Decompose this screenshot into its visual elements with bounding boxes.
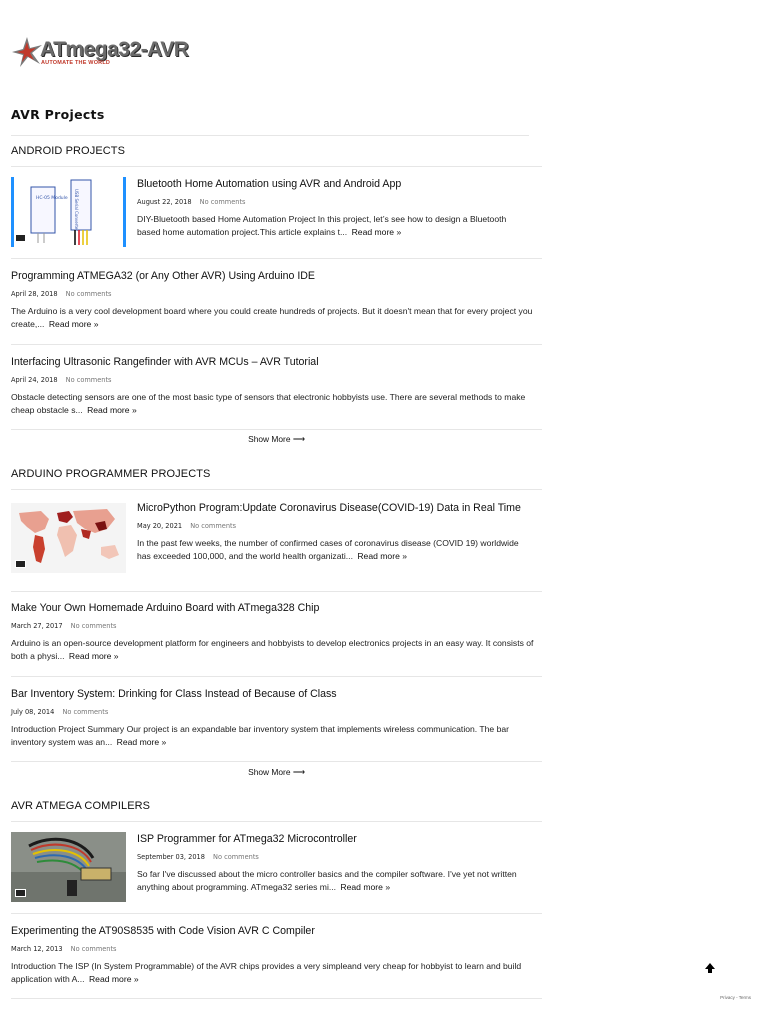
post-thumbnail[interactable] [11,177,126,247]
post-date: April 28, 2018 [11,289,58,298]
image-icon [15,889,26,897]
post-title-link[interactable]: Bluetooth Home Automation using AVR and Android App [137,178,402,190]
comments-link[interactable]: No comments [70,944,117,953]
read-more-link[interactable]: Read more » [340,881,391,892]
divider [11,135,529,136]
recaptcha-terms-link[interactable]: Privacy - Terms [720,995,751,1000]
post-meta [11,376,542,385]
post-meta [11,290,542,299]
post-excerpt [11,391,542,417]
isp-programmer-cable-image [11,832,126,902]
svg-text:HC-05 Module: HC-05 Module [36,196,68,201]
comments-link[interactable]: No comments [65,289,112,298]
read-more-link[interactable]: Read more » [351,226,402,237]
bluetooth-module-image [11,177,126,247]
comments-link[interactable]: No comments [65,375,112,384]
post-item [11,177,542,249]
post-date: May 20, 2021 [137,521,183,530]
excerpt-text: Arduino is an open-source development platform for engineers and hobbyists to develop electronics projects in an easy way. It consists of both a physi... [11,637,534,661]
comments-link[interactable]: No comments [70,621,117,630]
post-meta [11,708,542,717]
post-item [11,501,542,581]
post-date: August 22, 2018 [137,197,192,206]
svg-text:USB Serial Converter: USB Serial Converter [74,189,79,231]
logo-tagline: AUTOMATE THE WORLD [41,60,111,66]
show-more-button[interactable]: Show More ⟶ [248,767,305,777]
excerpt-text: Obstacle detecting sensors are one of the most basic type of sensors that electronic hobbyists use. There are several methods to make cheap obstacle s... [11,391,526,415]
section-title-android-projects: ANDROID PROJECTS [11,145,126,157]
excerpt-text: Introduction The ISP (In System Programmable) of the AVR chips provides a very simpleand very cheap for hobbyist to learn and build application with A... [11,960,522,984]
read-more-link[interactable]: Read more » [87,404,137,415]
post-meta [137,198,529,207]
post-excerpt [11,723,542,749]
site-logo[interactable] [11,36,201,72]
post-meta [137,853,529,862]
back-to-top-button[interactable] [703,961,717,975]
post-item [11,924,542,986]
post-title-link[interactable]: Programming ATMEGA32 (or Any Other AVR) Using Arduino IDE [11,270,315,282]
post-date: September 03, 2018 [137,852,205,861]
post-meta [11,622,542,631]
post-excerpt [137,213,529,239]
image-icon [15,560,26,568]
divider [11,676,542,677]
read-more-link[interactable]: Read more » [68,650,119,661]
post-title-link[interactable]: MicroPython Program:Update Coronavirus Disease(COVID-19) Data in Real Time [137,502,521,514]
divider [11,591,542,592]
post-meta [137,522,529,531]
divider [11,166,542,167]
divider [11,913,542,914]
excerpt-text: So far I've discussed about the micro controller basics and the compiler software. I've yet not written anything about programming. ATmega32 series mi... [137,868,517,892]
divider [11,998,542,999]
post-thumbnail[interactable] [11,832,126,902]
post-date: April 24, 2018 [11,375,58,384]
post-item [11,355,542,417]
excerpt-text: In the past few weeks, the number of confirmed cases of coronavirus disease (COVID 19) worldwide has exceeded 100,000, and the world health organizati... [137,537,519,561]
post-title-link[interactable]: Make Your Own Homemade Arduino Board with ATmega328 Chip [11,602,320,614]
arrow-up-icon [703,961,717,975]
comments-link[interactable]: No comments [190,521,237,530]
post-excerpt [11,305,542,331]
logo-text: ATmega32-AVR [40,38,189,61]
post-excerpt [11,960,542,986]
divider [11,821,542,822]
image-icon [15,234,26,242]
divider [11,258,542,259]
read-more-link[interactable]: Read more » [48,318,99,329]
section-title-avr-atmega-compilers: AVR ATMEGA COMPILERS [11,800,151,812]
divider [11,761,542,762]
post-date: March 12, 2013 [11,944,63,953]
excerpt-text: DIY-Bluetooth based Home Automation Project In this project, let’s see how to design a Bluetooth based home automation project.This article explains t... [137,213,507,237]
post-title-link[interactable]: Experimenting the AT90S8535 with Code Vision AVR C Compiler [11,925,315,937]
post-excerpt [137,868,529,894]
world-map-image [11,503,126,573]
post-item [11,832,542,904]
post-thumbnail[interactable] [11,503,126,573]
read-more-link[interactable]: Read more » [116,736,167,747]
show-more-button[interactable]: Show More ⟶ [248,434,305,444]
divider [11,429,542,430]
post-title-link[interactable]: ISP Programmer for ATmega32 Microcontroller [137,833,357,845]
comments-link[interactable]: No comments [199,197,246,206]
post-item [11,687,542,749]
read-more-link[interactable]: Read more » [88,973,139,984]
excerpt-text: Introduction Project Summary Our project is an expandable bar inventory system that implements wireless communication. The bar inventory system was an... [11,723,510,747]
divider [11,344,542,345]
post-meta [11,945,542,954]
comments-link[interactable]: No comments [213,852,259,861]
post-date: March 27, 2017 [11,621,63,630]
post-date: July 08, 2014 [11,707,55,716]
logo-star-icon [11,36,43,68]
read-more-link[interactable]: Read more » [357,550,408,561]
post-excerpt [137,537,529,563]
post-item [11,269,542,331]
page-title: AVR Projects [11,107,105,122]
comments-link[interactable]: No comments [62,707,109,716]
divider [11,489,542,490]
post-title-link[interactable]: Bar Inventory System: Drinking for Class Instead of Because of Class [11,688,337,700]
post-item [11,601,542,663]
post-title-link[interactable]: Interfacing Ultrasonic Rangefinder with AVR MCUs – AVR Tutorial [11,356,319,368]
section-title-arduino-programmer-projects: ARDUINO PROGRAMMER PROJECTS [11,468,211,480]
post-excerpt [11,637,542,663]
excerpt-text: The Arduino is a very cool development board where you could create hundreds of projects. But it doesn't mean that for every project you create,... [11,305,533,329]
